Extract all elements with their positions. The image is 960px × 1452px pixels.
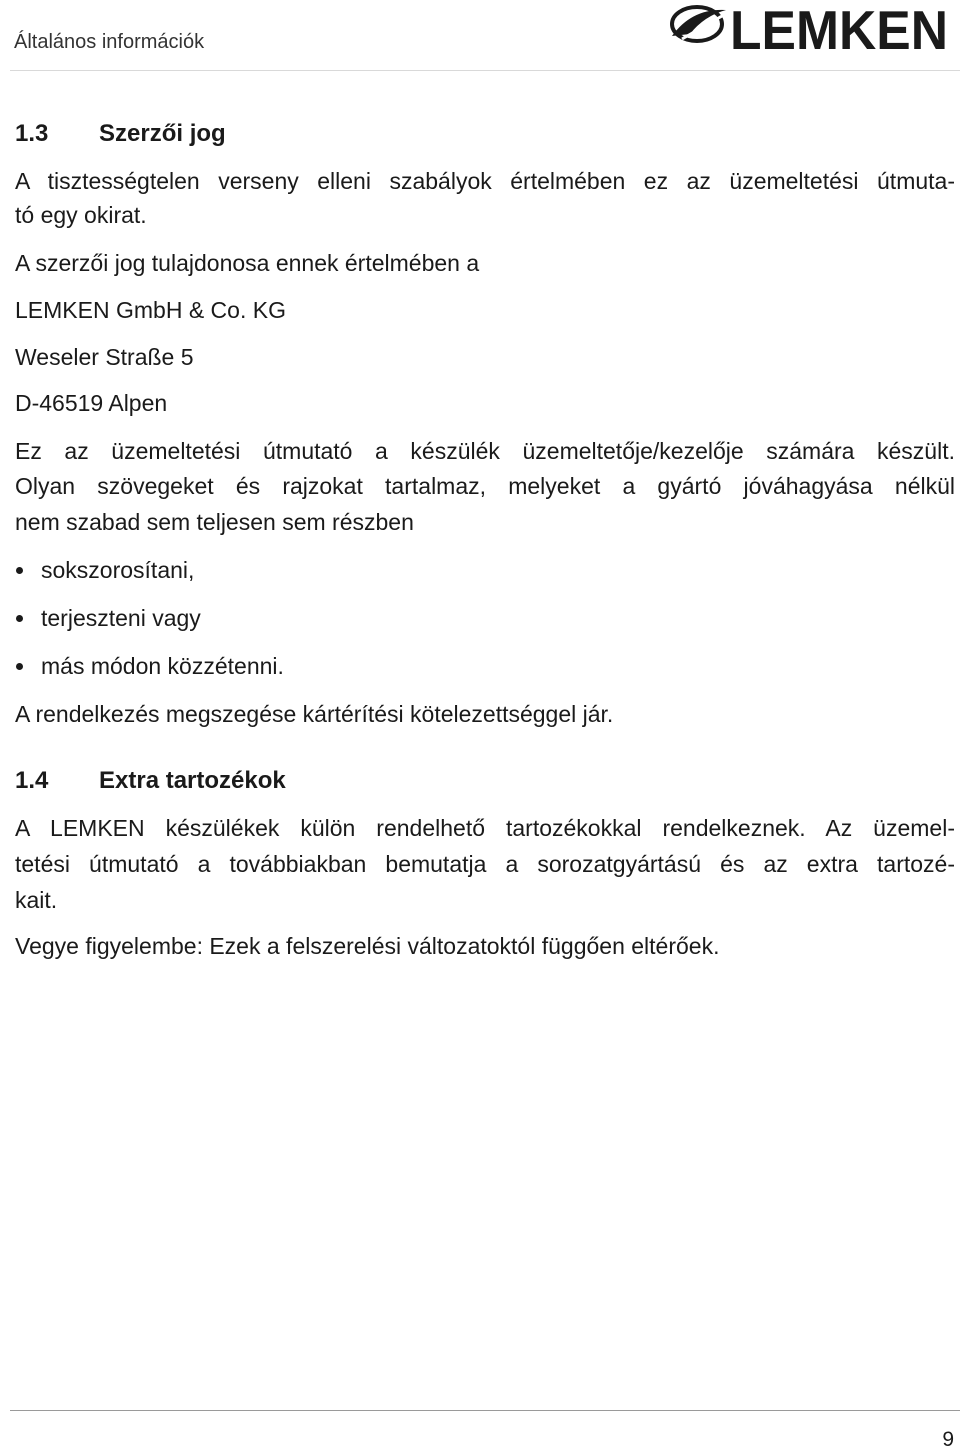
text-line: tó egy okirat. — [15, 202, 147, 228]
paragraph-usage — [15, 434, 955, 468]
paragraph-accessories — [15, 811, 955, 845]
page-number: 9 — [942, 1428, 954, 1451]
section-number: 1.4 — [15, 767, 49, 794]
bullet-icon — [16, 663, 23, 670]
text-line: A tisztességtelen verseny elleni szabályok értelmében ez az üzemeltetési útmuta- — [15, 168, 955, 194]
paragraph-accessories — [15, 847, 955, 881]
section-title: Szerzői jog — [99, 120, 226, 147]
text-line: Ez az üzemeltetési útmutató a készülék üzemeltetője/kezelője számára készült. — [15, 438, 955, 464]
text-line: Olyan szövegeket és rajzokat tartalmaz, melyeket a gyártó jóváhagyása nélkül — [15, 473, 955, 499]
address-street: Weseler Straße 5 — [15, 344, 194, 370]
section-heading-1-4 — [15, 764, 286, 798]
note-text: Vegye figyelembe: Ezek a felszerelési változatoktól függően eltérőek. — [15, 933, 720, 959]
address-company: LEMKEN GmbH & Co. KG — [15, 297, 286, 323]
lemken-logo — [668, 2, 952, 56]
address-city: D-46519 Alpen — [15, 390, 168, 416]
paragraph-usage — [15, 469, 955, 503]
list-item: sokszorosítani, — [15, 553, 194, 587]
bullet-icon — [16, 567, 23, 574]
text-line: A LEMKEN készülékek külön rendelhető tartozékokkal rendelkeznek. Az üzemel- — [15, 815, 955, 841]
bullet-icon — [16, 615, 23, 622]
section-heading-1-3 — [15, 117, 226, 151]
list-item: más módon közzétenni. — [15, 649, 284, 683]
text-line: nem szabad sem teljesen sem részben — [15, 509, 414, 535]
header-divider — [10, 70, 960, 71]
text-line: kait. — [15, 887, 58, 913]
text-line: tetési útmutató a továbbiakban bemutatja a sorozatgyártású és az extra tartozé- — [15, 851, 955, 877]
lemken-emblem-icon — [672, 7, 726, 41]
section-title: Extra tartozékok — [99, 767, 286, 794]
closing-sentence: A rendelkezés megszegése kártérítési kötelezettséggel jár. — [15, 701, 614, 727]
footer-divider — [10, 1410, 960, 1411]
running-header-title: Általános információk — [14, 31, 205, 53]
svg-text:LEMKEN: LEMKEN — [730, 2, 948, 56]
copyright-owner-intro: A szerzői jog tulajdonosa ennek értelmében a — [15, 250, 480, 276]
list-item: terjeszteni vagy — [15, 601, 201, 635]
paragraph-legal-notice — [15, 164, 955, 198]
section-number: 1.3 — [15, 120, 49, 147]
